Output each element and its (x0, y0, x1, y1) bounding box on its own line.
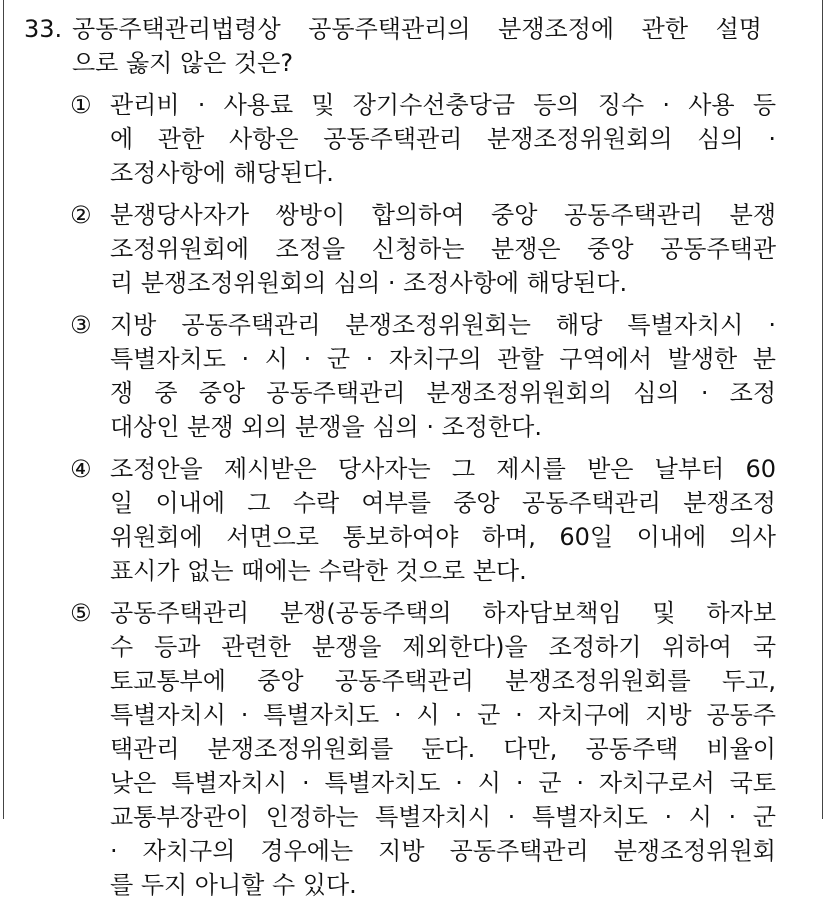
text-line: 특별자치시 · 특별자치도 · 시 · 군 · 자치구에 지방 공동주 (110, 701, 776, 729)
option-marker: ④ (70, 455, 92, 483)
text-line: 위원회에 서면으로 통보하여야 하며, 60일 이내에 의사 (110, 523, 776, 551)
option-2[interactable] (24, 198, 784, 300)
question-stem (72, 12, 762, 80)
option-text (110, 452, 776, 588)
text-line: 리 분쟁조정위원회의 심의 · 조정사항에 해당된다. (110, 269, 628, 297)
option-text (110, 308, 776, 444)
question-number: 33. (24, 15, 63, 43)
option-3[interactable] (24, 308, 784, 444)
text-line: · 자치구의 경우에는 지방 공동주택관리 분쟁조정위원회 (110, 837, 776, 865)
text-line: 관리비 · 사용료 및 장기수선충당금 등의 징수 · 사용 등 (110, 91, 776, 119)
text-line: 일 이내에 그 수락 여부를 중앙 공동주택관리 분쟁조정 (110, 489, 776, 517)
text-line: 대상인 분쟁 외의 분쟁을 심의 · 조정한다. (110, 413, 542, 441)
option-text (110, 198, 776, 300)
option-marker: ③ (70, 311, 92, 339)
text-line: 수 등과 관련한 분쟁을 제외한다)을 조정하기 위하여 국 (110, 633, 776, 661)
question-33 (24, 12, 784, 902)
text-line: 택관리 분쟁조정위원회를 둔다. 다만, 공동주택 비율이 (110, 735, 776, 763)
option-4[interactable] (24, 452, 784, 588)
option-text (110, 88, 776, 190)
text-line: 공동주택관리 분쟁(공동주택의 하자담보책임 및 하자보 (110, 599, 776, 627)
option-5[interactable] (24, 596, 784, 902)
option-marker: ② (70, 201, 92, 229)
text-line: 조정위원회에 조정을 신청하는 분쟁은 중앙 공동주택관 (110, 235, 776, 263)
option-marker: ⑤ (70, 599, 92, 627)
text-line: 으로 옳지 않은 것은? (72, 49, 294, 77)
text-line: 분쟁당사자가 쌍방이 합의하여 중앙 공동주택관리 분쟁 (110, 201, 776, 229)
text-line: 낮은 특별자치시 · 특별자치도 · 시 · 군 · 자치구로서 국토 (110, 769, 776, 797)
text-line: 교통부장관이 인정하는 특별자치시 · 특별자치도 · 시 · 군 (110, 803, 776, 831)
text-line: 지방 공동주택관리 분쟁조정위원회는 해당 특별자치시 · (110, 311, 776, 339)
text-line: 공동주택관리법령상 공동주택관리의 분쟁조정에 관한 설명 (72, 15, 762, 43)
text-line: 표시가 없는 때에는 수락한 것으로 본다. (110, 557, 527, 585)
option-1[interactable] (24, 88, 784, 190)
text-line: 특별자치도 · 시 · 군 · 자치구의 관할 구역에서 발생한 분 (110, 345, 776, 373)
text-line: 쟁 중 중앙 공동주택관리 분쟁조정위원회의 심의 · 조정 (110, 379, 776, 407)
option-text (110, 596, 776, 902)
option-marker: ① (70, 91, 92, 119)
answer-options (24, 88, 784, 902)
text-line: 에 관한 사항은 공동주택관리 분쟁조정위원회의 심의 · (110, 125, 776, 153)
text-line: 조정사항에 해당된다. (110, 159, 334, 187)
text-line: 토교통부에 중앙 공동주택관리 분쟁조정위원회를 두고, (110, 667, 776, 695)
text-line: 조정안을 제시받은 당사자는 그 제시를 받은 날부터 60 (110, 455, 776, 483)
text-line: 를 두지 아니할 수 있다. (110, 871, 357, 899)
